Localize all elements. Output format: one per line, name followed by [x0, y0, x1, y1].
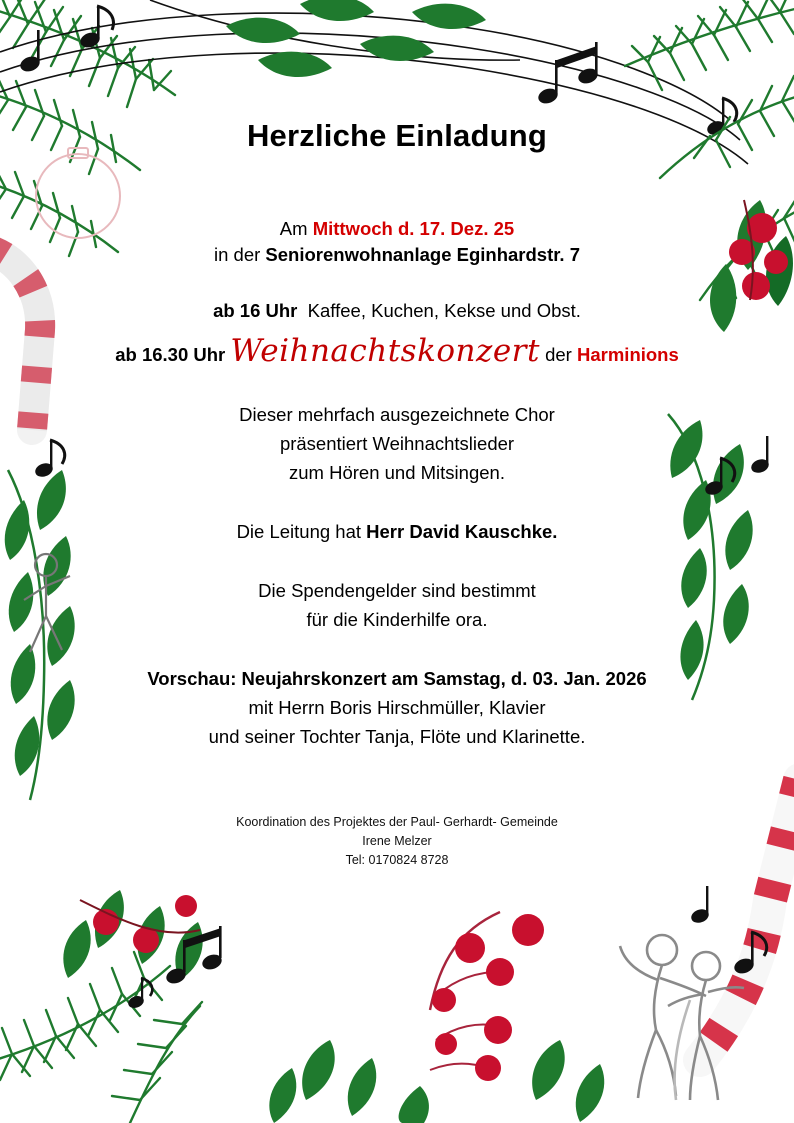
- donation-note: [0, 576, 794, 634]
- leaves-bottom-left: [63, 890, 202, 980]
- preview-heading: Vorschau: Neujahrskonzert am Samstag, d. 03. Jan. 2026: [147, 668, 647, 689]
- preview-line-2: und seiner Tochter Tanja, Flöte und Klarinette.: [208, 726, 586, 747]
- preview-block: [0, 664, 794, 751]
- choir-description-line-3: zum Hören und Mitsingen.: [289, 462, 505, 483]
- leaves-accent-top: [226, 0, 486, 77]
- concert-title: Weihnachtskonzert: [230, 333, 540, 369]
- footer-line-1: Koordination des Projektes der Paul- Gerhardt- Gemeinde: [236, 815, 558, 829]
- venue-line: [0, 244, 794, 266]
- music-notes-bottom: [127, 886, 767, 1010]
- page-title: Herzliche Einladung: [246, 118, 548, 153]
- concert-connector: der: [545, 344, 572, 365]
- berry-branch-bottom: [430, 912, 544, 1081]
- footer-line-3: Tel: 0170824 8728: [345, 853, 449, 867]
- venue-name: Seniorenwohnanlage Eginhardstr. 7: [265, 244, 580, 265]
- choir-description: [0, 400, 794, 487]
- berries-bottom-left: [80, 895, 200, 953]
- conductor-name: Herr David Kauschke.: [366, 521, 558, 542]
- program-concert-line: [0, 333, 794, 369]
- concert-time: ab 16.30 Uhr: [115, 344, 226, 365]
- date-venue-block: [0, 218, 794, 266]
- conductor-line: [0, 517, 794, 546]
- conductor-prefix: Die Leitung hat: [236, 521, 367, 542]
- choir-description-line-1: Dieser mehrfach ausgezeichnete Chor: [239, 404, 555, 425]
- donation-line-2: für die Kinderhilfe ora.: [306, 609, 488, 630]
- coffee-text: Kaffee, Kuchen, Kekse und Obst.: [307, 300, 581, 321]
- pine-branch-bottom-left: [0, 952, 202, 1123]
- invitation-content: [0, 118, 794, 870]
- leaves-bottom-center: [269, 1040, 604, 1123]
- program-coffee-line: [0, 300, 794, 322]
- footer-line-2: Irene Melzer: [362, 834, 432, 848]
- date-prefix: Am: [279, 218, 313, 239]
- donation-line-1: Die Spendengelder sind bestimmt: [258, 580, 536, 601]
- coffee-time: ab 16 Uhr: [213, 300, 298, 321]
- choir-name: Harminions: [577, 344, 679, 365]
- venue-prefix: in der: [214, 244, 266, 265]
- date-line: [0, 218, 794, 240]
- dancing-couple-figures: [620, 935, 744, 1100]
- date-highlight: Mittwoch d. 17. Dez. 25: [312, 218, 515, 239]
- choir-description-line-2: präsentiert Weihnachtslieder: [279, 433, 515, 454]
- contact-footer: [0, 813, 794, 870]
- preview-line-1: mit Herrn Boris Hirschmüller, Klavier: [248, 697, 546, 718]
